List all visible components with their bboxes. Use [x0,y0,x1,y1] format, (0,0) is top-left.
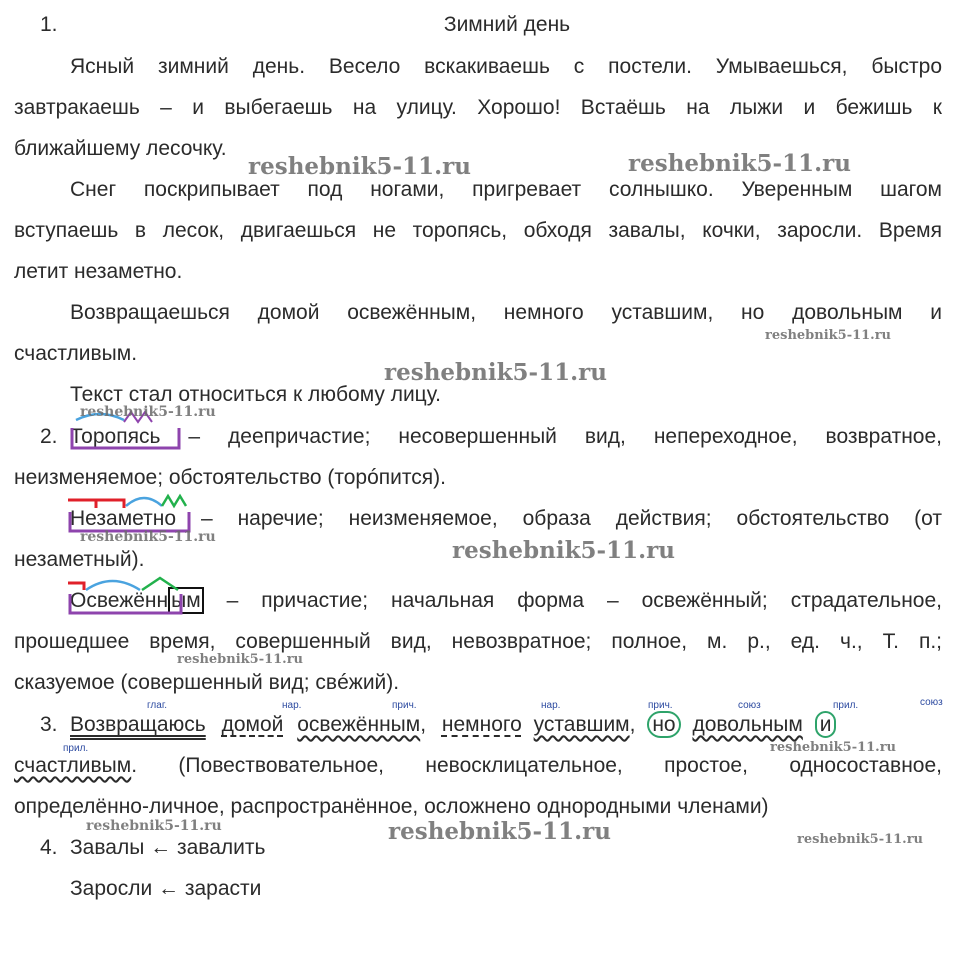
sentence-characteristics: . (Повествовательное, невосклицательное, простое, односоставное, [131,754,942,777]
stem-bracket-mark [70,594,181,613]
text-line: вступаешь в лесок, двигаешься не торопясь, обходя завалы, кочки, заросли. Время [14,219,942,242]
prefix-mark [68,500,96,508]
suffix-mark [142,578,178,590]
task-number-1: 1. [40,13,58,36]
watermark: reshebnik5-11.ru [86,818,222,834]
pos-tag: союз [738,700,761,711]
text-line: Снег поскрипывает под ногами, пригревает солнышко. Уверенным шагом [70,178,942,201]
analysis-text: прошедшее время, совершенный вид, невозвратное; полное, м. р., ед. ч., Т. п.; [14,630,942,653]
pos-tag: прич. [392,700,417,711]
pos-tag: нар. [282,700,302,711]
analysis-text: – наречие; неизменяемое, образа действия; обстоятельство (от [176,507,942,530]
text-title: Зимний день [443,13,571,36]
task-number-2: 2. [40,425,58,448]
analysis-text: неизменяемое; обстоятельство (торóпится). [14,466,446,489]
watermark: reshebnik5-11.ru [80,404,216,420]
pos-tag: глаг. [147,700,168,711]
parsed-word: довольным [692,713,803,736]
text-line: завтракаешь – и выбегаешь на улицу. Хорошо! Встаёшь на лыжи и бежишь к [14,96,942,119]
pos-tag: нар. [541,700,561,711]
watermark: reshebnik5-11.ru [80,529,216,545]
analyzed-word-2: Незаметно [70,507,177,530]
sentence-characteristics: определённо-личное, распространённое, осложнено однородными членами) [14,795,769,818]
root-arc-mark [86,581,140,590]
task-number-4: 4. [40,836,58,859]
word-formation-line: Завалы ← завалить [70,836,266,859]
watermark: reshebnik5-11.ru [770,740,897,755]
prefix-mark [68,583,84,590]
word-ending-box: ым [168,587,204,614]
parsed-word: домой [221,713,284,736]
watermark: reshebnik5-11.ru [765,328,892,343]
analysis-text: – деепричастие; несовершенный вид, непереходное, возвратное, [160,425,942,448]
word-formation-line: Заросли ← зарасти [70,877,262,900]
sentence-parse-line: Возвращаюсь домой освежённым, немного уставшим, но довольным и [70,713,942,737]
watermark: reshebnik5-11.ru [797,832,924,847]
pos-tag: прил. [833,700,859,711]
watermark: reshebnik5-11.ru [248,153,471,180]
text-line: Ясный зимний день. Весело вскакиваешь с постели. Умываешься, быстро [70,55,942,78]
task-number-3: 3. [40,713,58,736]
text-line: ближайшему лесочку. [14,137,227,160]
watermark: reshebnik5-11.ru [388,818,611,845]
watermark: reshebnik5-11.ru [452,537,675,564]
pos-tag: прич. [648,700,673,711]
suffix-mark [162,496,186,506]
text-line: Возвращаешься домой освежённым, немного уставшим, но довольным и [70,301,942,324]
text-conclusion: Текст стал относиться к любому лицу. [70,383,441,406]
conjunction-circled: и [815,711,837,738]
watermark: reshebnik5-11.ru [628,150,851,177]
conjunction-circled: но [647,711,680,738]
parsed-word: уставшим [533,713,630,736]
parsed-word: освежённым [297,713,421,736]
pos-tag: союз [920,697,943,708]
text-line: счастливым. [14,342,138,365]
stem-bracket-mark [72,428,179,448]
watermark: reshebnik5-11.ru [384,359,607,386]
pos-tag: прил. [63,743,89,754]
parsed-word-predicate: Возвращаюсь [70,713,206,736]
analyzed-word-1: Торопясь [70,425,161,448]
analysis-text: сказуемое (совершенный вид; свéжий). [14,671,400,694]
analysis-text: незаметный). [14,548,145,571]
watermark: reshebnik5-11.ru [177,652,304,667]
parsed-word: счастливым [14,754,132,777]
root-arc-mark [126,498,162,506]
prefix-mark [96,500,124,508]
parsed-word: немного [441,713,522,736]
analysis-text: – причастие; начальная форма – освежённый; страдательное, [203,589,942,612]
analyzed-word-3-stem: Освежённ [70,589,169,612]
text-line: летит незаметно. [14,260,183,283]
